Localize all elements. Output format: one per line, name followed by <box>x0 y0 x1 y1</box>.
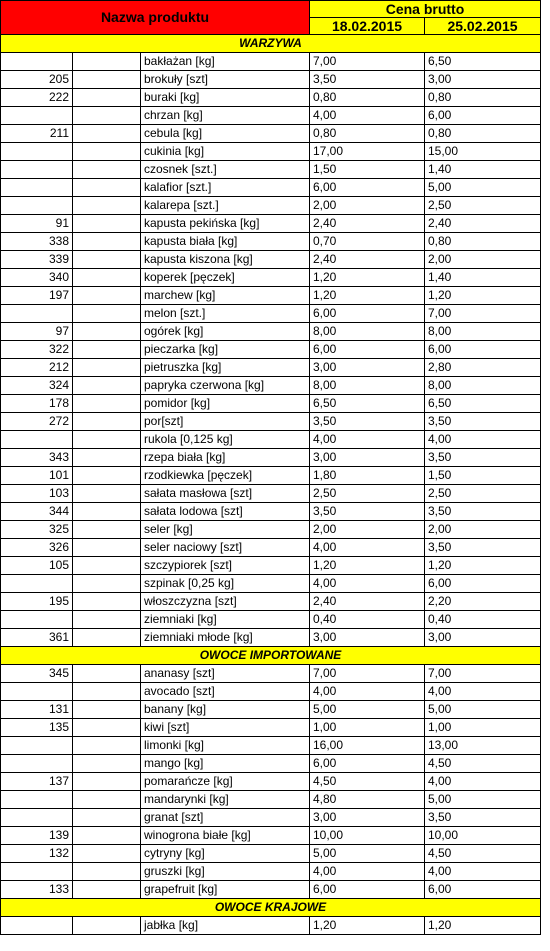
table-row <box>1 233 541 251</box>
price-date1: 1,80 <box>310 467 425 485</box>
price-date1: 8,00 <box>310 377 425 395</box>
empty-cell <box>73 629 141 647</box>
price-date1: 4,80 <box>310 791 425 809</box>
table-row <box>1 125 541 143</box>
empty-cell <box>73 197 141 215</box>
empty-cell <box>73 287 141 305</box>
product-code: 322 <box>1 341 73 359</box>
product-code: 324 <box>1 377 73 395</box>
product-code <box>1 737 73 755</box>
product-name: melon [szt.] <box>141 305 310 323</box>
price-date1: 0,40 <box>310 611 425 629</box>
table-row <box>1 629 541 647</box>
price-date2: 3,50 <box>425 539 541 557</box>
product-name: papryka czerwona [kg] <box>141 377 310 395</box>
product-code: 135 <box>1 719 73 737</box>
product-code: 105 <box>1 557 73 575</box>
empty-cell <box>73 305 141 323</box>
empty-cell <box>73 251 141 269</box>
table-row <box>1 89 541 107</box>
table-row <box>1 305 541 323</box>
price-date1: 5,00 <box>310 701 425 719</box>
empty-cell <box>73 89 141 107</box>
empty-cell <box>73 269 141 287</box>
table-body <box>1 35 541 935</box>
price-date2: 0,80 <box>425 89 541 107</box>
empty-cell <box>73 107 141 125</box>
product-code: 326 <box>1 539 73 557</box>
product-name: koperek [pęczek] <box>141 269 310 287</box>
price-date1: 2,00 <box>310 521 425 539</box>
empty-cell <box>73 467 141 485</box>
product-name: kalafior [szt.] <box>141 179 310 197</box>
price-date2: 2,50 <box>425 485 541 503</box>
price-date2: 6,50 <box>425 395 541 413</box>
product-name: mandarynki [kg] <box>141 791 310 809</box>
price-date2: 7,00 <box>425 665 541 683</box>
table-row <box>1 521 541 539</box>
price-header: Cena brutto <box>310 1 541 18</box>
price-date1: 2,40 <box>310 251 425 269</box>
empty-cell <box>73 719 141 737</box>
product-code: 212 <box>1 359 73 377</box>
empty-cell <box>73 755 141 773</box>
product-name: grapefruit [kg] <box>141 881 310 899</box>
empty-cell <box>73 431 141 449</box>
table-row <box>1 701 541 719</box>
empty-cell <box>73 539 141 557</box>
empty-cell <box>73 701 141 719</box>
product-name: cytryny [kg] <box>141 845 310 863</box>
product-name: kapusta biała [kg] <box>141 233 310 251</box>
price-date1: 7,00 <box>310 665 425 683</box>
price-date1: 3,50 <box>310 71 425 89</box>
empty-cell <box>73 827 141 845</box>
product-name: seler naciowy [szt] <box>141 539 310 557</box>
empty-cell <box>73 395 141 413</box>
table-row <box>1 809 541 827</box>
price-date2: 13,00 <box>425 737 541 755</box>
product-code <box>1 431 73 449</box>
table-row <box>1 539 541 557</box>
table-row <box>1 719 541 737</box>
product-name: limonki [kg] <box>141 737 310 755</box>
product-name: buraki [kg] <box>141 89 310 107</box>
price-date2: 1,00 <box>425 719 541 737</box>
product-code <box>1 197 73 215</box>
empty-cell <box>73 179 141 197</box>
product-name: ziemniaki młode [kg] <box>141 629 310 647</box>
table-row <box>1 197 541 215</box>
empty-cell <box>73 71 141 89</box>
price-date1: 4,00 <box>310 683 425 701</box>
price-date2: 1,20 <box>425 557 541 575</box>
product-name: szpinak [0,25 kg] <box>141 575 310 593</box>
table-row <box>1 341 541 359</box>
price-date1: 4,00 <box>310 863 425 881</box>
product-name: banany [kg] <box>141 701 310 719</box>
price-date2: 1,50 <box>425 467 541 485</box>
product-code <box>1 611 73 629</box>
price-date1: 6,00 <box>310 341 425 359</box>
price-date2: 0,80 <box>425 233 541 251</box>
product-code: 132 <box>1 845 73 863</box>
price-date1: 16,00 <box>310 737 425 755</box>
price-date1: 7,00 <box>310 53 425 71</box>
price-date2: 2,50 <box>425 197 541 215</box>
price-date2: 0,80 <box>425 125 541 143</box>
product-name: kapusta pekińska [kg] <box>141 215 310 233</box>
price-date2: 6,00 <box>425 341 541 359</box>
price-date1: 4,50 <box>310 773 425 791</box>
price-date2: 8,00 <box>425 377 541 395</box>
price-date1: 1,20 <box>310 557 425 575</box>
product-name: por[szt] <box>141 413 310 431</box>
date2-header: 25.02.2015 <box>425 18 541 35</box>
product-code <box>1 683 73 701</box>
product-name: czosnek [szt.] <box>141 161 310 179</box>
product-name: pieczarka [kg] <box>141 341 310 359</box>
table-row <box>1 575 541 593</box>
table-row <box>1 845 541 863</box>
table-row <box>1 827 541 845</box>
price-date2: 0,40 <box>425 611 541 629</box>
section-title: OWOCE KRAJOWE <box>1 899 541 917</box>
table-row <box>1 485 541 503</box>
empty-cell <box>73 863 141 881</box>
table-row <box>1 251 541 269</box>
price-date1: 3,00 <box>310 449 425 467</box>
product-code <box>1 809 73 827</box>
table-row <box>1 755 541 773</box>
table-row <box>1 737 541 755</box>
product-code: 139 <box>1 827 73 845</box>
product-code: 325 <box>1 521 73 539</box>
empty-cell <box>73 611 141 629</box>
price-date1: 3,50 <box>310 413 425 431</box>
table-row <box>1 413 541 431</box>
empty-cell <box>73 845 141 863</box>
product-name: ananasy [szt] <box>141 665 310 683</box>
product-name: szczypiorek [szt] <box>141 557 310 575</box>
date1-header: 18.02.2015 <box>310 18 425 35</box>
price-date1: 0,70 <box>310 233 425 251</box>
price-date2: 4,00 <box>425 773 541 791</box>
price-date1: 2,00 <box>310 197 425 215</box>
product-name: kapusta kiszona [kg] <box>141 251 310 269</box>
product-code: 345 <box>1 665 73 683</box>
table-row <box>1 611 541 629</box>
product-code: 91 <box>1 215 73 233</box>
price-date1: 3,50 <box>310 503 425 521</box>
price-date1: 6,00 <box>310 179 425 197</box>
table-row <box>1 107 541 125</box>
product-code: 133 <box>1 881 73 899</box>
product-name: rzepa biała [kg] <box>141 449 310 467</box>
product-name: włoszczyzna [szt] <box>141 593 310 611</box>
price-date1: 8,00 <box>310 323 425 341</box>
table-row <box>1 449 541 467</box>
price-date1: 6,50 <box>310 395 425 413</box>
product-name: winogrona białe [kg] <box>141 827 310 845</box>
table-row <box>1 467 541 485</box>
table-row <box>1 269 541 287</box>
empty-cell <box>73 521 141 539</box>
table-row <box>1 359 541 377</box>
product-code: 344 <box>1 503 73 521</box>
price-date2: 3,00 <box>425 629 541 647</box>
price-date1: 6,00 <box>310 755 425 773</box>
empty-cell <box>73 161 141 179</box>
product-code <box>1 755 73 773</box>
product-name: granat [szt] <box>141 809 310 827</box>
table-row <box>1 395 541 413</box>
product-code: 272 <box>1 413 73 431</box>
product-code: 137 <box>1 773 73 791</box>
product-code: 361 <box>1 629 73 647</box>
product-name: gruszki [kg] <box>141 863 310 881</box>
price-date2: 5,00 <box>425 791 541 809</box>
price-date2: 15,00 <box>425 143 541 161</box>
price-date1: 0,80 <box>310 89 425 107</box>
price-date2: 3,50 <box>425 413 541 431</box>
price-date1: 4,00 <box>310 431 425 449</box>
table-row <box>1 431 541 449</box>
product-name: brokuły [szt] <box>141 71 310 89</box>
price-date2: 8,00 <box>425 323 541 341</box>
product-name: ogórek [kg] <box>141 323 310 341</box>
empty-cell <box>73 665 141 683</box>
empty-cell <box>73 125 141 143</box>
product-name: cukinia [kg] <box>141 143 310 161</box>
product-name: jabłka [kg] <box>141 917 310 935</box>
product-name: rukola [0,125 kg] <box>141 431 310 449</box>
empty-cell <box>73 773 141 791</box>
product-name: sałata masłowa [szt] <box>141 485 310 503</box>
product-code <box>1 575 73 593</box>
empty-cell <box>73 575 141 593</box>
empty-cell <box>73 143 141 161</box>
price-date1: 1,20 <box>310 269 425 287</box>
section-row <box>1 35 541 53</box>
product-code <box>1 143 73 161</box>
table-row <box>1 71 541 89</box>
product-code: 197 <box>1 287 73 305</box>
product-code <box>1 791 73 809</box>
price-date1: 3,00 <box>310 629 425 647</box>
price-date2: 4,00 <box>425 683 541 701</box>
product-code: 211 <box>1 125 73 143</box>
empty-cell <box>73 377 141 395</box>
empty-cell <box>73 557 141 575</box>
price-date1: 6,00 <box>310 881 425 899</box>
price-date2: 5,00 <box>425 179 541 197</box>
price-date2: 3,50 <box>425 449 541 467</box>
price-date1: 2,50 <box>310 485 425 503</box>
section-row <box>1 647 541 665</box>
price-date1: 4,00 <box>310 107 425 125</box>
price-date2: 2,80 <box>425 359 541 377</box>
product-code: 343 <box>1 449 73 467</box>
empty-cell <box>73 449 141 467</box>
price-date1: 0,80 <box>310 125 425 143</box>
table-row <box>1 881 541 899</box>
table-row <box>1 179 541 197</box>
product-name: ziemniaki [kg] <box>141 611 310 629</box>
empty-cell <box>73 413 141 431</box>
price-date2: 4,50 <box>425 845 541 863</box>
product-code: 195 <box>1 593 73 611</box>
price-date2: 5,00 <box>425 701 541 719</box>
price-date1: 6,00 <box>310 305 425 323</box>
price-date2: 6,50 <box>425 53 541 71</box>
price-date1: 4,00 <box>310 575 425 593</box>
product-name: pomidor [kg] <box>141 395 310 413</box>
table-row <box>1 863 541 881</box>
product-name: sałata lodowa [szt] <box>141 503 310 521</box>
product-code <box>1 179 73 197</box>
price-date2: 1,20 <box>425 917 541 935</box>
table-row <box>1 773 541 791</box>
table-row <box>1 683 541 701</box>
product-name: pietruszka [kg] <box>141 359 310 377</box>
empty-cell <box>73 503 141 521</box>
table-row <box>1 215 541 233</box>
price-date2: 2,00 <box>425 521 541 539</box>
table-row <box>1 791 541 809</box>
price-date2: 1,40 <box>425 269 541 287</box>
empty-cell <box>73 791 141 809</box>
table-row <box>1 503 541 521</box>
product-name: chrzan [kg] <box>141 107 310 125</box>
price-date1: 2,40 <box>310 593 425 611</box>
price-date2: 4,00 <box>425 431 541 449</box>
price-date2: 3,50 <box>425 503 541 521</box>
price-date2: 3,00 <box>425 71 541 89</box>
empty-cell <box>73 53 141 71</box>
price-date2: 2,00 <box>425 251 541 269</box>
section-title: OWOCE IMPORTOWANE <box>1 647 541 665</box>
empty-cell <box>73 233 141 251</box>
price-date2: 7,00 <box>425 305 541 323</box>
product-code <box>1 305 73 323</box>
section-title: WARZYWA <box>1 35 541 53</box>
empty-cell <box>73 341 141 359</box>
product-code: 338 <box>1 233 73 251</box>
product-name: kalarepa [szt.] <box>141 197 310 215</box>
price-date1: 1,20 <box>310 917 425 935</box>
price-date2: 4,00 <box>425 863 541 881</box>
empty-cell <box>73 215 141 233</box>
product-name: avocado [szt] <box>141 683 310 701</box>
product-code: 178 <box>1 395 73 413</box>
product-name: seler [kg] <box>141 521 310 539</box>
price-date2: 6,00 <box>425 107 541 125</box>
product-code: 205 <box>1 71 73 89</box>
price-date2: 1,20 <box>425 287 541 305</box>
empty-cell <box>73 359 141 377</box>
price-date2: 4,50 <box>425 755 541 773</box>
price-date1: 1,00 <box>310 719 425 737</box>
price-date1: 10,00 <box>310 827 425 845</box>
empty-cell <box>73 881 141 899</box>
price-date2: 6,00 <box>425 881 541 899</box>
table-row <box>1 287 541 305</box>
product-code: 131 <box>1 701 73 719</box>
table-row <box>1 917 541 935</box>
price-date1: 1,50 <box>310 161 425 179</box>
empty-cell <box>73 485 141 503</box>
product-name: bakłażan [kg] <box>141 53 310 71</box>
empty-cell <box>73 737 141 755</box>
price-date2: 2,40 <box>425 215 541 233</box>
product-name-header: Nazwa produktu <box>1 1 310 35</box>
product-code: 339 <box>1 251 73 269</box>
price-date1: 17,00 <box>310 143 425 161</box>
empty-cell <box>73 917 141 935</box>
table-row <box>1 593 541 611</box>
price-date1: 1,20 <box>310 287 425 305</box>
price-date2: 10,00 <box>425 827 541 845</box>
price-date2: 6,00 <box>425 575 541 593</box>
product-code <box>1 53 73 71</box>
empty-cell <box>73 593 141 611</box>
price-date2: 3,50 <box>425 809 541 827</box>
product-code <box>1 863 73 881</box>
section-row <box>1 899 541 917</box>
table-row <box>1 665 541 683</box>
product-name: pomarańcze [kg] <box>141 773 310 791</box>
table-row <box>1 323 541 341</box>
empty-cell <box>73 683 141 701</box>
price-date1: 5,00 <box>310 845 425 863</box>
table-row <box>1 53 541 71</box>
price-date1: 3,00 <box>310 809 425 827</box>
price-date1: 2,40 <box>310 215 425 233</box>
price-date1: 3,00 <box>310 359 425 377</box>
product-code: 103 <box>1 485 73 503</box>
product-code: 97 <box>1 323 73 341</box>
product-code <box>1 917 73 935</box>
table-row <box>1 161 541 179</box>
product-code: 101 <box>1 467 73 485</box>
product-name: cebula [kg] <box>141 125 310 143</box>
table-row <box>1 557 541 575</box>
product-code: 340 <box>1 269 73 287</box>
product-name: mango [kg] <box>141 755 310 773</box>
table-row <box>1 143 541 161</box>
product-code <box>1 107 73 125</box>
empty-cell <box>73 323 141 341</box>
product-name: kiwi [szt] <box>141 719 310 737</box>
product-name: rzodkiewka [pęczek] <box>141 467 310 485</box>
product-code: 222 <box>1 89 73 107</box>
product-name: marchew [kg] <box>141 287 310 305</box>
price-date1: 4,00 <box>310 539 425 557</box>
price-date2: 2,20 <box>425 593 541 611</box>
table-row <box>1 377 541 395</box>
product-code <box>1 161 73 179</box>
price-date2: 1,40 <box>425 161 541 179</box>
empty-cell <box>73 809 141 827</box>
